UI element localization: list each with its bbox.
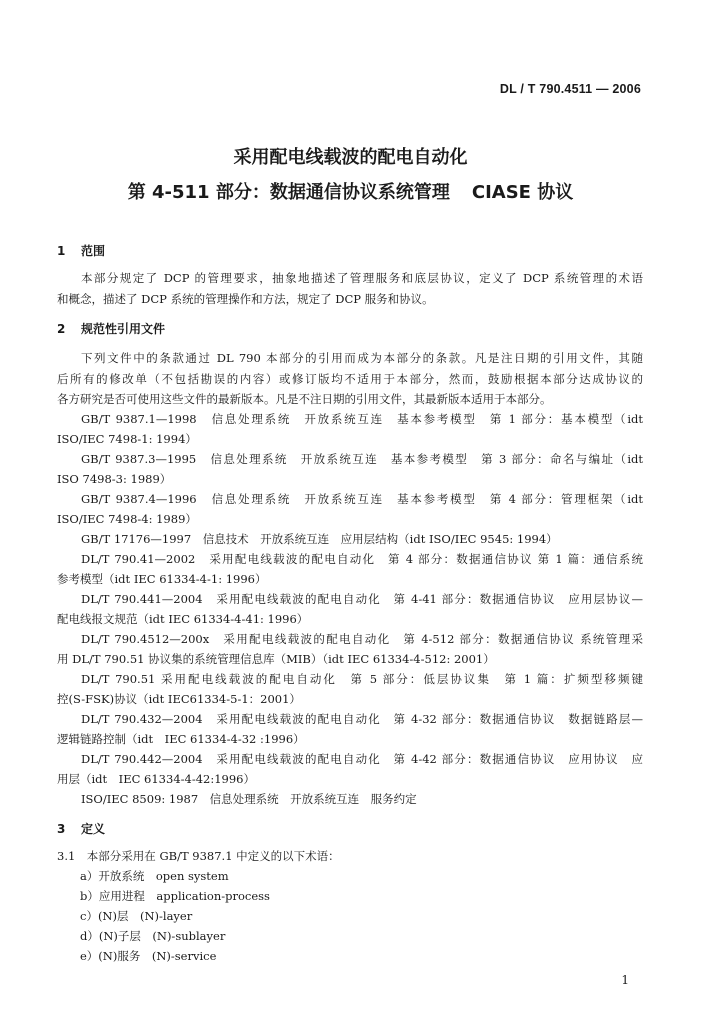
paragraph-line: 后所有的修改单（不包括勘误的内容）或修订版均不适用于本部分，然而，鼓励根据本部分达成协议的 (57, 372, 643, 386)
reference-line: 用层（idt IEC 61334-4-42:1996） (57, 772, 255, 786)
section-heading-definitions (57, 820, 105, 837)
reference-line: GB/T 9387.1—1998 信息处理系统 开放系统互连 基本参考模型 第 1 部分：基本模型（idt (81, 412, 643, 426)
paragraph-line: 下列文件中的条款通过 DL 790 本部分的引用而成为本部分的条款。凡是注日期的引用文件，其随 (81, 351, 643, 365)
document-code: DL / T 790.4511 — 2006 (499, 82, 641, 96)
subtitle-protocol: CIASE 协议 (471, 182, 574, 203)
section-number: 3 (57, 822, 66, 836)
paragraph-line: 本部分规定了 DCP 的管理要求，抽象地描述了管理服务和底层协议，定义了 DCP 系统管理的术语 (81, 271, 643, 285)
document-subtitle (0, 178, 701, 204)
reference-line: ISO/IEC 8509: 1987 信息处理系统 开放系统互连 服务约定 (81, 792, 417, 806)
section-title: 范围 (81, 244, 106, 258)
paragraph-line: 和概念，描述了 DCP 系统的管理操作和方法，规定了 DCP 服务和协议。 (57, 292, 434, 306)
section-title: 定义 (81, 822, 106, 836)
reference-line: DL/T 790.442—2004 采用配电线载波的配电自动化 第 4-42 部分：数据通信协议 应用协议 应 (81, 752, 643, 766)
subtitle-part: 第 4-511 部分：数据通信协议系统管理 (127, 182, 450, 203)
paragraph-line: 各方研究是否可使用这些文件的最新版本。凡是不注日期的引用文件，其最新版本适用于本部分。 (57, 392, 552, 406)
term-item: e）(N)服务 (N)-service (80, 949, 217, 963)
section-heading-normative-references (57, 320, 165, 337)
section-number: 1 (57, 244, 66, 258)
reference-line: GB/T 17176—1997 信息技术 开放系统互连 应用层结构（idt ISO/IEC 9545: 1994） (81, 532, 558, 546)
page-number: 1 (621, 973, 629, 987)
reference-line: 参考模型（idt IEC 61334-4-1: 1996） (57, 572, 267, 586)
reference-line: GB/T 9387.3—1995 信息处理系统 开放系统互连 基本参考模型 第 3 部分：命名与编址（idt (81, 452, 643, 466)
clause-line: 3.1 本部分采用在 GB/T 9387.1 中定义的以下术语： (57, 849, 340, 863)
reference-line: DL/T 790.51 采用配电线载波的配电自动化 第 5 部分：低层协议集 第 1 篇：扩频型移频键 (81, 672, 643, 686)
term-item: a）开放系统 open system (80, 869, 229, 883)
reference-line: 用 DL/T 790.51 协议集的系统管理信息库（MIB）（idt IEC 61334-4-512: 2001） (57, 652, 495, 666)
reference-line: DL/T 790.41—2002 采用配电线载波的配电自动化 第 4 部分：数据通信协议 第 1 篇：通信系统 (81, 552, 643, 566)
reference-line: 配电线报文规范（idt IEC 61334-4-41: 1996） (57, 612, 309, 626)
reference-line: ISO 7498-3: 1989） (57, 472, 172, 486)
term-item: b）应用进程 application-process (80, 889, 270, 903)
reference-line: GB/T 9387.4—1996 信息处理系统 开放系统互连 基本参考模型 第 4 部分：管理框架（idt (81, 492, 643, 506)
reference-line: ISO/IEC 7498-1: 1994） (57, 432, 197, 446)
section-number: 2 (57, 322, 66, 336)
term-item: c）(N)层 (N)-layer (80, 909, 193, 923)
term-item: d）(N)子层 (N)-sublayer (80, 929, 226, 943)
reference-line: 逻辑链路控制（idt IEC 61334-4-32 :1996） (57, 732, 305, 746)
reference-line: DL/T 790.441—2004 采用配电线载波的配电自动化 第 4-41 部分：数据通信协议 应用层协议— (81, 592, 643, 606)
reference-line: ISO/IEC 7498-4: 1989） (57, 512, 197, 526)
reference-line: DL/T 790.4512—200x 采用配电线载波的配电自动化 第 4-512 部分：数据通信协议 系统管理采 (81, 632, 643, 646)
section-title: 规范性引用文件 (81, 322, 166, 336)
document-title: 采用配电线载波的配电自动化 (233, 147, 468, 168)
reference-line: DL/T 790.432—2004 采用配电线载波的配电自动化 第 4-32 部分：数据通信协议 数据链路层— (81, 712, 643, 726)
section-heading-scope (57, 242, 105, 259)
reference-line: 控(S-FSK)协议（idt IEC61334-5-1：2001） (57, 692, 301, 706)
